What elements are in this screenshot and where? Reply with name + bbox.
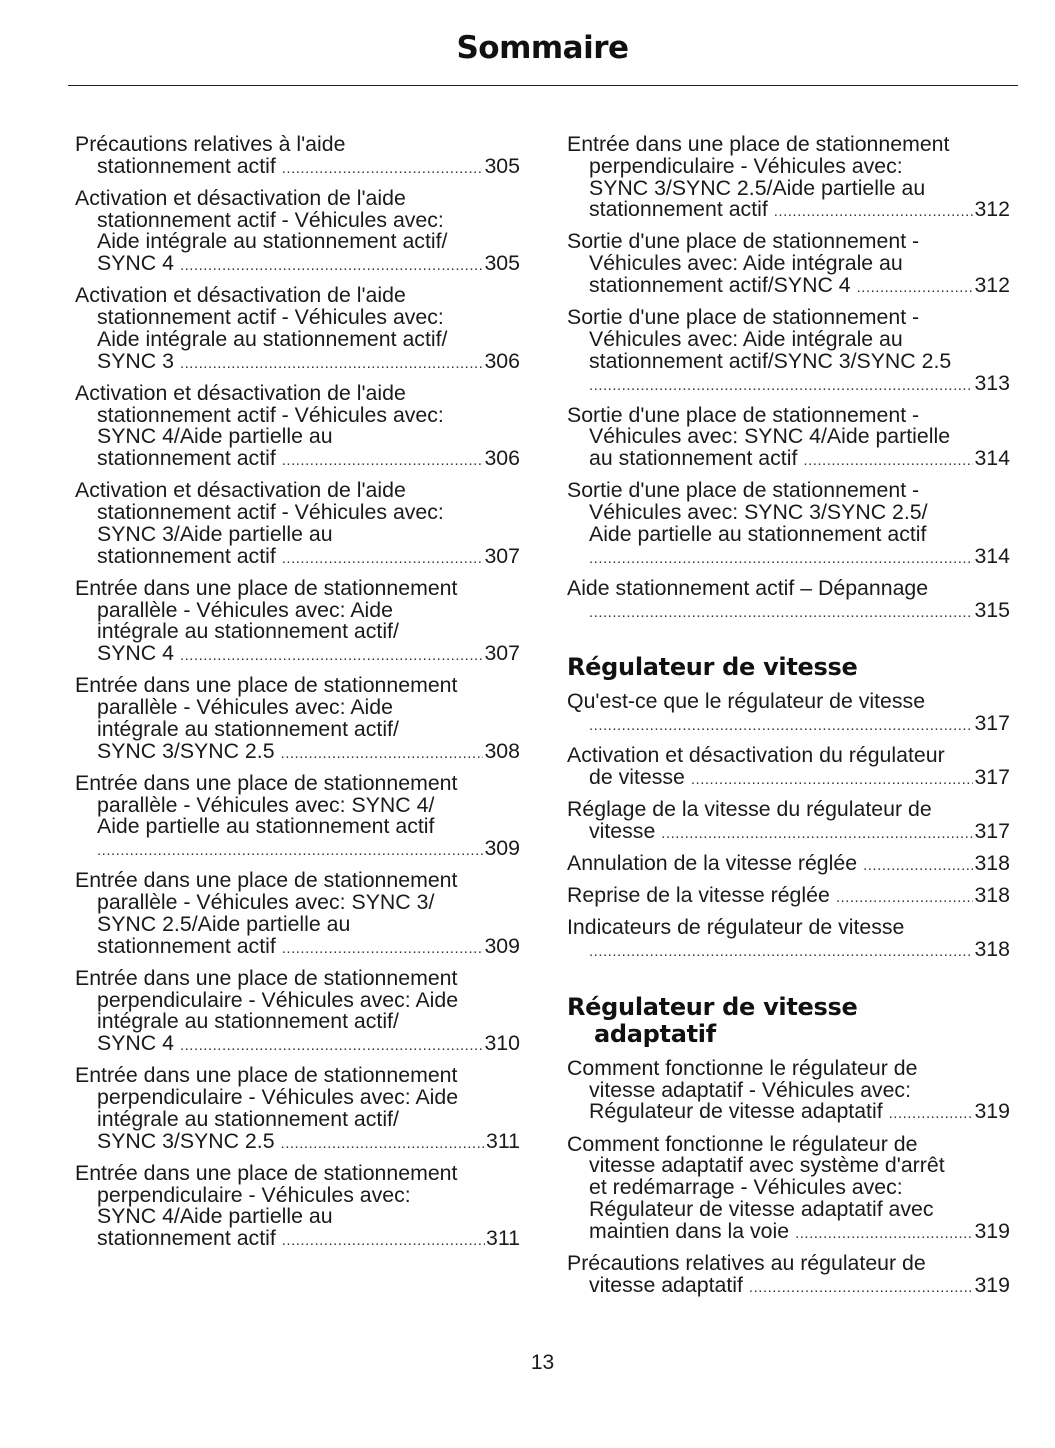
toc-entry-text: au stationnement actif [589,446,798,471]
toc-entry-line: perpendiculaire - Véhicules avec: [589,153,903,178]
toc-entry-line: Aide intégrale au stationnement actif/ [97,326,448,351]
dot-leader [282,448,484,472]
dot-leader [589,600,973,624]
toc-entry-text: stationnement actif [97,933,276,958]
toc-page-number: 312 [974,197,1010,222]
dot-leader [180,253,484,277]
toc-entry-line [97,738,520,765]
toc-entry-line: parallèle - Véhicules avec: Aide [97,597,393,622]
section-heading-line: Régulateur de vitesse [567,992,858,1021]
toc-entry-line [97,933,520,960]
toc-entry-text: SYNC 4 [97,251,174,276]
toc-page-number: 305 [484,153,520,178]
toc-entry-line: Réglage de la vitesse du régulateur de [567,797,932,822]
toc-entry-line: Activation et désactivation de l'aide [75,380,406,405]
toc-entry-line: Entrée dans une place de stationnement [75,1160,458,1185]
toc-entry-line: Véhicules avec: Aide intégrale au [589,326,903,351]
toc-page-number: 314 [974,543,1010,568]
toc-entry-line [97,448,520,472]
toc-entry-line: et redémarrage - Véhicules avec: [589,1175,903,1200]
toc-entry-line: Aide partielle au stationnement actif [589,521,927,546]
toc-entry-line [589,275,1010,299]
toc-entry-line: Entrée dans une place de stationnement [75,673,458,698]
toc-page-number: 319 [974,1272,1010,1297]
toc-entry-line: intégrale au stationnement actif/ [97,1106,399,1131]
toc-entry-line: SYNC 3/Aide partielle au [97,521,333,546]
toc-entry-line [97,643,520,667]
toc-entry-line: Entrée dans une place de stationnement [75,965,458,990]
toc-entry-text: stationnement actif [589,197,768,222]
toc-column-right [567,134,1010,1307]
toc-page-number: 317 [974,711,1010,736]
toc-entry-line: intégrale au stationnement actif/ [97,619,399,644]
section-heading-line: adaptatif [594,1019,716,1048]
toc-entry-line [97,253,520,277]
toc-entry-line: SYNC 2.5/Aide partielle au [97,911,351,936]
toc-entry-line [589,939,1010,963]
toc-entry-line: Activation et désactivation de l'aide [75,185,406,210]
toc-page-number: 318 [974,883,1010,908]
toc-entry-line: Activation et désactivation de l'aide [75,283,406,308]
toc-entry-line: stationnement actif - Véhicules avec: [97,500,444,525]
toc-page-number: 317 [974,765,1010,790]
section-heading-line: Régulateur de vitesse [567,653,858,682]
toc-entry-line: stationnement actif - Véhicules avec: [97,207,444,232]
toc-entry-line [589,370,1010,397]
toc-entry-line: parallèle - Véhicules avec: SYNC 4/ [97,792,435,817]
dot-leader [97,838,483,862]
dot-leader [857,275,974,299]
toc-page-number: 310 [484,1031,520,1056]
toc-entry-text: vitesse [589,819,656,843]
toc-entry-line: Entrée dans une place de stationnement [75,575,458,600]
toc-entry-line: parallèle - Véhicules avec: Aide [97,695,393,720]
dot-leader [180,643,484,667]
toc-page-number: 315 [974,597,1010,622]
toc-entry-line: SYNC 4/Aide partielle au [97,1204,333,1229]
toc-entry-line [589,597,1010,624]
dot-leader [180,351,484,375]
toc-entry-line: stationnement actif - Véhicules avec: [97,305,444,330]
toc-entry[interactable] [567,231,1010,298]
toc-entry-text: Reprise de la vitesse réglée [567,883,830,908]
toc-page-number: 309 [484,933,520,958]
toc-entry-line: Entrée dans une place de stationnement [567,132,950,156]
dot-leader [281,741,484,765]
toc-entry-line: vitesse adaptatif - Véhicules avec: [589,1077,911,1102]
dot-leader [282,936,484,960]
toc-entry-line: Aide partielle au stationnement actif [97,814,435,839]
toc-entry-text: SYNC 3/SYNC 2.5 [97,1128,275,1153]
toc-entry-text: Régulateur de vitesse adaptatif [589,1099,883,1124]
toc-entry-line: Véhicules avec: SYNC 3/SYNC 2.5/ [589,500,928,525]
toc-entry[interactable] [567,691,1010,737]
toc-entry-text: stationnement actif [97,543,276,568]
dot-leader [282,1228,485,1252]
toc-entry[interactable] [567,402,1010,472]
toc-entry[interactable] [75,480,520,569]
toc-entry[interactable] [75,380,520,472]
toc-entry-text: stationnement actif [97,153,276,178]
toc-entry-line [589,713,1010,737]
toc-entry-line [589,767,1010,791]
section-heading [567,654,1010,681]
toc-entry-text: de vitesse [589,765,685,790]
toc-entry[interactable] [567,575,1010,624]
dot-leader [180,1033,484,1057]
toc-entry-text: vitesse adaptatif [589,1272,743,1297]
toc-entry-line: Qu'est-ce que le régulateur de vitesse [567,689,926,714]
dot-leader [795,1221,973,1245]
toc-entry[interactable] [567,853,1010,877]
toc-entry-text: SYNC 3/SYNC 2.5 [97,738,275,763]
toc-entry-line: stationnement actif - Véhicules avec: [97,402,444,427]
toc-page-number: 314 [974,446,1010,471]
toc-entry-line [567,885,1010,909]
page-number: 13 [530,1351,555,1374]
toc-entry-line [97,348,520,375]
toc-entry[interactable] [567,1131,1010,1245]
toc-entry-line: Indicateurs de régulateur de vitesse [567,915,905,940]
toc-entry[interactable] [567,307,1010,396]
toc-entry-line: parallèle - Véhicules avec: SYNC 3/ [97,890,435,915]
toc-page-number: 307 [484,641,520,666]
toc-entry[interactable] [567,134,1010,223]
toc-entry[interactable] [75,965,520,1057]
section-heading [567,994,1010,1048]
toc-page-number: 311 [486,1226,520,1251]
toc-page-number: 317 [974,819,1010,843]
toc-entry[interactable] [75,770,520,862]
toc-entry-line: intégrale au stationnement actif/ [97,716,399,741]
toc-page-number: 313 [974,370,1010,395]
toc-entry-line [97,543,520,570]
toc-entry-line [567,853,1010,877]
toc-entry-line: SYNC 4/Aide partielle au [97,424,333,449]
toc-entry-line: perpendiculaire - Véhicules avec: [97,1182,411,1207]
toc-entry-line [589,1218,1010,1245]
toc-entry-line: Entrée dans une place de stationnement [75,868,458,893]
toc-entry-text: stationnement actif [97,446,276,471]
toc-entry-line [97,1128,520,1155]
dot-leader [589,546,973,570]
dot-leader [836,885,974,909]
toc-entry-line: Sortie d'une place de stationnement - [567,478,920,503]
toc-entry-line: perpendiculaire - Véhicules avec: Aide [97,987,459,1012]
toc-entry-line [589,1272,1010,1299]
toc-page-number: 307 [484,543,520,568]
toc-entry-line: Régulateur de vitesse adaptatif avec [589,1196,934,1221]
toc-entry-text: SYNC 3 [97,348,174,373]
toc-entry-line: perpendiculaire - Véhicules avec: Aide [97,1085,459,1110]
toc-page-number: 309 [484,836,520,861]
toc-entry[interactable] [75,675,520,764]
toc-page-number: 319 [974,1218,1010,1243]
toc-entry[interactable] [75,1065,520,1154]
toc-page-number: 305 [484,251,520,276]
toc-entry-line [97,1033,520,1057]
toc-entry-line: Activation et désactivation de l'aide [75,478,406,503]
dot-leader [749,1275,974,1299]
toc-page-number: 311 [486,1128,520,1153]
toc-entry-text: SYNC 4 [97,1031,174,1056]
toc-entry-line [97,153,520,180]
toc-entry[interactable] [75,575,520,667]
toc-entry-line: Aide intégrale au stationnement actif/ [97,229,448,254]
toc-entry-line: Précautions relatives à l'aide [75,132,346,156]
dot-leader [803,448,973,472]
toc-entry-line [589,1101,1010,1125]
toc-entry[interactable] [75,134,520,180]
toc-entry-text: SYNC 4 [97,641,174,666]
toc-page-number: 308 [484,738,520,763]
toc-entry-line: stationnement actif/SYNC 3/SYNC 2.5 [589,348,952,373]
toc-entry-line: SYNC 3/SYNC 2.5/Aide partielle au [589,175,926,200]
toc-entry-line: Aide stationnement actif – Dépannage [567,575,929,600]
toc-entry-line [97,838,520,862]
toc-entry-line: Entrée dans une place de stationnement [75,770,458,795]
toc-entry[interactable] [75,185,520,277]
toc-page-number: 306 [484,446,520,471]
toc-entry-line: Sortie d'une place de stationnement - [567,305,920,330]
toc-entry-line [589,821,1010,845]
toc-entry-line [589,448,1010,472]
toc-page-number: 319 [974,1099,1010,1124]
toc-entry[interactable] [567,480,1010,569]
toc-entry[interactable] [567,745,1010,791]
toc-entry[interactable] [567,799,1010,845]
title-divider [68,85,1018,86]
toc-entry-text: maintien dans la voie [589,1218,790,1243]
toc-entry-line: Comment fonctionne le régulateur de [567,1055,918,1080]
toc-entry-text: stationnement actif [97,1226,276,1251]
toc-entry[interactable] [75,870,520,959]
toc-entry-text: Annulation de la vitesse réglée [567,851,858,876]
toc-page-number: 312 [974,273,1010,298]
toc-column-left [75,134,520,1260]
toc-entry[interactable] [567,1055,1010,1125]
dot-leader [589,373,973,397]
toc-entry[interactable] [567,1250,1010,1299]
toc-entry-text: stationnement actif/SYNC 4 [589,273,851,298]
dot-leader [589,939,973,963]
toc-entry-line: Précautions relatives au régulateur de [567,1250,926,1275]
dot-leader [691,767,974,791]
toc-entry-line: Sortie d'une place de stationnement - [567,229,920,254]
toc-entry-line [589,199,1010,223]
dot-leader [282,546,484,570]
toc-entry[interactable] [75,1160,520,1252]
dot-leader [863,853,973,877]
dot-leader [282,156,484,180]
toc-entry-line: intégrale au stationnement actif/ [97,1009,399,1034]
dot-leader [774,199,974,223]
toc-entry-line: vitesse adaptatif avec système d'arrêt [589,1153,945,1178]
toc-entry-line [97,1228,520,1252]
toc-entry[interactable] [75,285,520,374]
page-title: Sommaire [456,30,629,66]
toc-entry-line: Sortie d'une place de stationnement - [567,402,920,427]
toc-entry-line: Véhicules avec: SYNC 4/Aide partielle [589,424,951,449]
toc-page-number: 306 [484,348,520,373]
toc-entry-line [589,543,1010,570]
dot-leader [281,1131,486,1155]
toc-entry-line: Activation et désactivation du régulateur [567,743,945,768]
toc-entry[interactable] [567,917,1010,963]
toc-entry-line: Entrée dans une place de stationnement [75,1063,458,1088]
toc-entry[interactable] [567,885,1010,909]
toc-entry-line: Comment fonctionne le régulateur de [567,1131,918,1156]
dot-leader [889,1101,974,1125]
dot-leader [589,713,973,737]
toc-page-number: 318 [974,937,1010,962]
toc-entry-line: Véhicules avec: Aide intégrale au [589,251,903,276]
dot-leader [661,821,973,845]
toc-page-number: 318 [974,851,1010,876]
